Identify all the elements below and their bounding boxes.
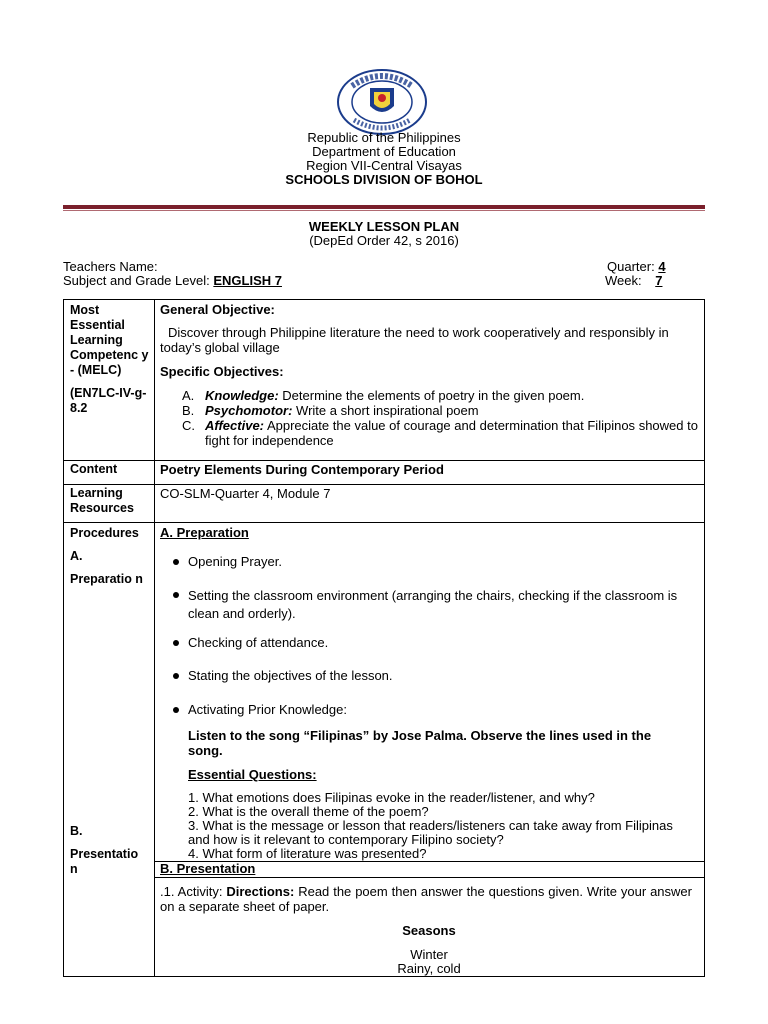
bullet-dot <box>173 640 179 646</box>
content-label: Content <box>70 462 118 476</box>
bullet-objectives: Stating the objectives of the lesson. <box>188 668 393 683</box>
bullet-dot <box>173 707 179 713</box>
activity-text <box>160 884 692 914</box>
melc-label: Most Essential Learning Competenc y - (MELC) <box>70 303 149 377</box>
row-divider <box>154 877 705 878</box>
column-divider <box>154 300 155 976</box>
question-2: 2. What is the overall theme of the poem? <box>188 804 429 819</box>
objective-b-marker: B. <box>182 403 195 418</box>
objective-c-marker: C. <box>182 418 195 433</box>
question-3: 3. What is the message or lesson that readers/listeners can take away from Filipinas and how is it relevant to contemporary Filipino society? <box>188 818 673 847</box>
activity-prefix: .1. Activity: <box>160 884 223 899</box>
presentation-heading: B. Presentation <box>160 861 256 876</box>
essential-questions-heading: Essential Questions: <box>188 767 317 782</box>
procedures-label: Procedures <box>70 526 139 540</box>
objective-a-text: Determine the elements of poetry in the given poem. <box>282 388 585 403</box>
quarter-label: Quarter: <box>607 259 655 274</box>
specific-objectives-heading: Specific Objectives: <box>160 364 284 379</box>
procedure-b-letter: B. <box>70 824 83 838</box>
row-divider <box>64 460 704 461</box>
row-divider <box>64 522 704 523</box>
listen-instruction: Listen to the song “Filipinas” by Jose Palma. Observe the lines used in the song. <box>188 728 652 758</box>
activity-directions: Directions: <box>226 884 295 899</box>
subject-label: Subject and Grade Level: <box>63 273 210 288</box>
quarter-value: 4 <box>658 259 666 274</box>
header-department: Department of Education <box>312 144 456 159</box>
procedure-a-letter: A. <box>70 549 83 563</box>
objective-b-term: Psychomotor: <box>205 403 293 418</box>
poem-title: Seasons <box>402 923 456 938</box>
bullet-prior-knowledge: Activating Prior Knowledge: <box>188 702 347 717</box>
subject-row <box>63 273 282 289</box>
week-row <box>605 273 662 289</box>
question-4: 4. What form of literature was presented? <box>188 846 427 861</box>
header-republic: Republic of the Philippines <box>307 130 461 145</box>
week-value: 7 <box>655 273 663 288</box>
header-divider-thin <box>63 210 705 211</box>
row-divider <box>64 484 704 485</box>
header-divider <box>63 205 705 209</box>
doc-title: WEEKLY LESSON PLAN <box>308 219 460 234</box>
objective-a-marker: A. <box>182 388 195 403</box>
resources-value: CO-SLM-Quarter 4, Module 7 <box>160 486 331 501</box>
week-label: Week: <box>605 273 642 288</box>
objective-a-term: Knowledge: <box>205 388 279 403</box>
question-1: 1. What emotions does Filipinas evoke in the reader/listener, and why? <box>188 790 595 805</box>
bullet-dot <box>173 559 179 565</box>
bullet-opening-prayer: Opening Prayer. <box>188 554 282 569</box>
objective-b-text: Write a short inspirational poem <box>296 403 479 418</box>
poem-line-1: Winter <box>410 947 448 962</box>
lesson-plan-table <box>63 299 705 977</box>
preparation-heading: A. Preparation <box>160 525 249 540</box>
poem-line-2: Rainy, cold <box>397 961 461 976</box>
deped-seal <box>336 68 428 136</box>
header-region: Region VII-Central Visayas <box>306 158 462 173</box>
bullet-attendance: Checking of attendance. <box>188 635 329 650</box>
subject-value: ENGLISH 7 <box>213 273 282 288</box>
general-objective-heading: General Objective: <box>160 302 275 317</box>
general-objective-text: Discover through Philippine literature the need to work cooperatively and responsibly in today’s global village <box>160 325 669 355</box>
procedure-b-name: Presentatio n <box>70 847 139 876</box>
bullet-classroom: Setting the classroom environment (arranging the chairs, checking if the classroom is clean and orderly). <box>188 588 678 621</box>
bullet-dot <box>173 592 179 598</box>
teacher-label: Teachers Name: <box>63 259 158 274</box>
header-division: SCHOOLS DIVISION OF BOHOL <box>285 172 483 187</box>
objective-c-text: Appreciate the value of courage and determination that Filipinos showed to fight for independence <box>205 418 698 448</box>
procedure-a-name: Preparatio n <box>70 572 143 586</box>
doc-subtitle: (DepEd Order 42, s 2016) <box>309 233 459 248</box>
objective-c-term: Affective: <box>205 418 265 433</box>
activity-body: Read the poem then answer the questions given. Write your answer on a separate sheet of paper. <box>160 884 692 914</box>
content-value: Poetry Elements During Contemporary Period <box>160 462 444 477</box>
resources-label: Learning Resources <box>70 486 134 515</box>
melc-code: (EN7LC-IV-g-8.2 <box>70 386 147 415</box>
bullet-dot <box>173 673 179 679</box>
